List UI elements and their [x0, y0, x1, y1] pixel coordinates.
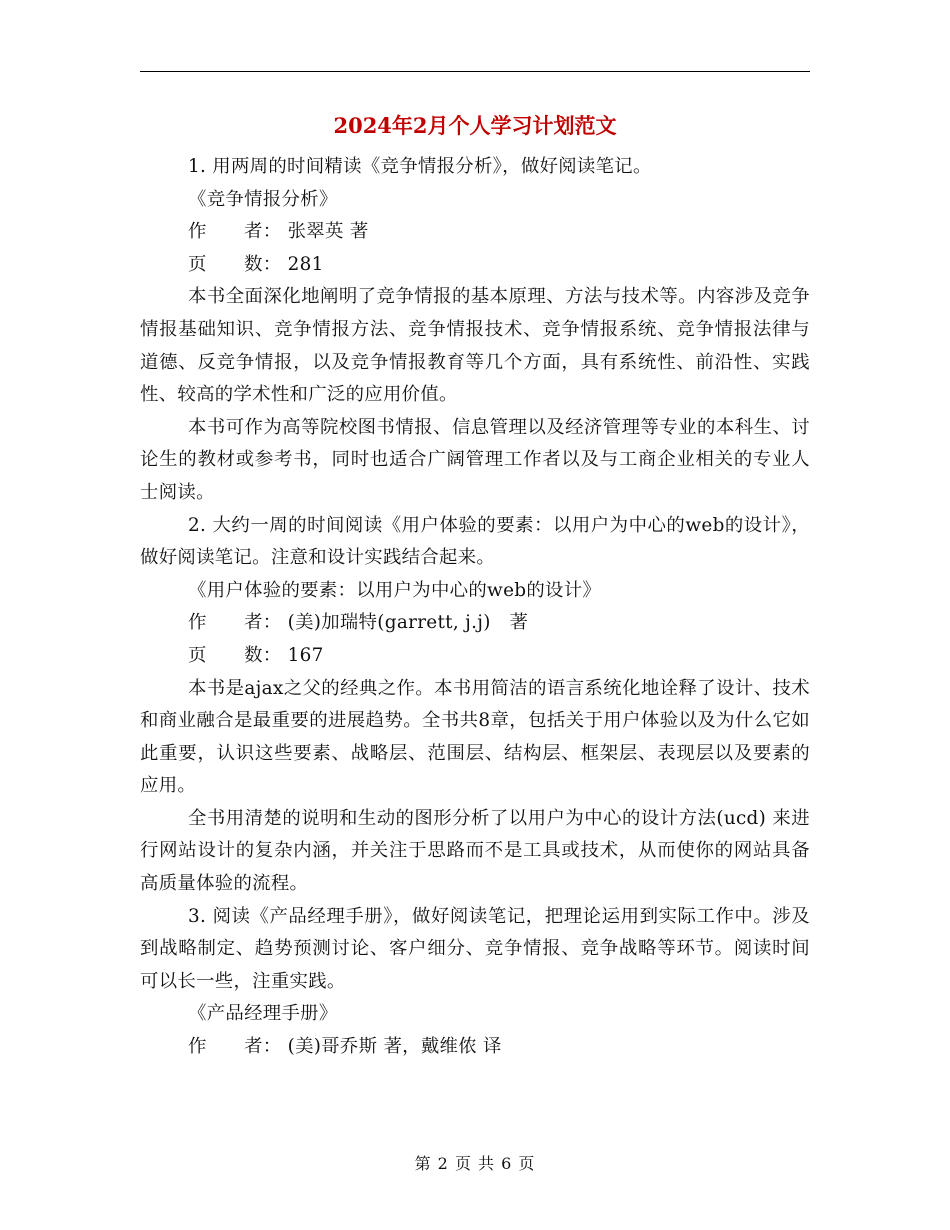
document-body: [140, 151, 810, 1064]
book-author-2: 作 者： (美)加瑞特(garrett, j.j) 著: [188, 612, 529, 634]
document-title: 2024年2月个人学习计划范文: [333, 113, 617, 138]
book-pages-1: 页 数： 281: [188, 253, 324, 275]
plan-item-1: 1. 用两周的时间精读《竞争情报分析》，做好阅读笔记。: [188, 156, 652, 177]
book-title-1: 《竞争情报分析》: [188, 188, 338, 210]
book-author-1: 作 者： 张翠英 著: [188, 221, 369, 243]
plan-item-3: 3. 阅读《产品经理手册》，做好阅读笔记，把理论运用到实际工作中。涉及到战略制定、趋势预测讨论、客户细分、竞争情报、竞争战略等环节。阅读时间可以长一些，注重实践。: [140, 905, 810, 992]
book-pages-2: 页 数： 167: [188, 644, 324, 666]
book-title-3: 《产品经理手册》: [188, 1003, 338, 1025]
page-number: 第 2 页 共 6 页: [414, 1154, 536, 1173]
plan-item-2: 2. 大约一周的时间阅读《用户体验的要素：以用户为中心的web的设计》，做好阅读笔记。注意和设计实践结合起来。: [140, 514, 810, 569]
header-rule: [140, 71, 810, 72]
book-title-2: 《用户体验的要素：以用户为中心的web的设计》: [188, 579, 602, 601]
book-author-3: 作 者： (美)哥乔斯 著，戴维侬 译: [188, 1036, 502, 1058]
book-description-2: 本书是ajax之父的经典之作。本书用简洁的语言系统化地诠释了设计、技术和商业融合是最重要的进展趋势。全书共8章，包括关于用户体验以及为什么它如此重要，认识这些要素、战略层、范围层、结构层、框架层、表现层以及要素的应用。: [140, 677, 810, 797]
book-description-1: 本书全面深化地阐明了竞争情报的基本原理、方法与技术等。内容涉及竞争情报基础知识、竞争情报方法、竞争情报技术、竞争情报系统、竞争情报法律与道德、反竞争情报，以及竞争情报教育等几个方面，具有系统性、前沿性、实践性、较高的学术性和广泛的应用价值。: [140, 286, 810, 406]
book-summary-2: 全书用清楚的说明和生动的图形分析了以用户为中心的设计方法(ucd) 来进行网站设计的复杂内涵，并关注于思路而不是工具或技术，从而使你的网站具备高质量体验的流程。: [140, 807, 810, 895]
book-audience-1: 本书可作为高等院校图书情报、信息管理以及经济管理等专业的本科生、讨论生的教材或参考书，同时也适合广阔管理工作者以及与工商企业相关的专业人士阅读。: [140, 416, 810, 503]
